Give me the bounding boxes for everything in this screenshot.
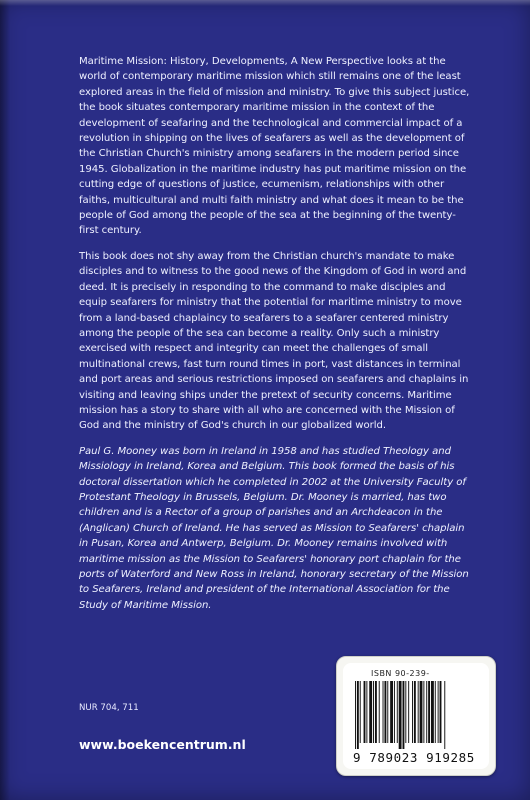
blurb-text (79, 54, 474, 623)
barcode-icon (353, 681, 483, 749)
publisher-website: www.boekencentrum.nl (79, 737, 246, 752)
ean-number: 9 789023 919285 (353, 750, 475, 765)
description-paragraph-2: This book does not shy away from the Christian church's mandate to make disciples and to witness to the good news of the Kingdom of God in word and deed. It is precisely in responding to the command to make disciples and equip seafarers for ministry that the potential for maritime ministry to move from a land-based chaplaincy to seafarers to a seafarer centered ministry among the people of the sea can become a reality. Only such a ministry exercised with respect and integrity can meet the challenges of small multinational crews, fast turn round times in port, vast distances in terminal and port areas and serious restrictions imposed on seafarers and chaplains in visiting and leaving ships under the pretext of security concerns. Maritime mission has a story to share with all who are concerned with the Mission of God and the ministry of God's church in our globalized world. (79, 250, 469, 432)
nur-code: NUR 704, 711 (79, 703, 139, 713)
description-paragraph-1: Maritime Mission: History, Developments, A New Perspective looks at the world of contemporary maritime mission which still remains one of the least explored areas in the field of mission and ministry. To give this subject justice, the book situates contemporary maritime mission in the context of the development of seafaring and the technological and commercial impact of a revolution in shipping on the lives of seafarers as well as the development of the Christian Church's ministry among seafarers in the modern period since 1945. Globalization in the maritime industry has put maritime mission on the cutting edge of questions of justice, ecumenism, relationships with other faiths, multicultural and multi faith ministry and what does it mean to be the people of God among the people of the sea at the beginning of the twenty-first century. (79, 56, 470, 237)
cover-edge-highlight (0, 0, 530, 6)
isbn-text: ISBN 90-239- (371, 669, 430, 678)
author-bio: Paul G. Mooney was born in Ireland in 1958 and has studied Theology and Missiology in Ireland, Korea and Belgium. This book formed the basis of his doctoral dissertation which he completed in 2002 at the University Faculty of Protestant Theology in Brussels, Belgium. Dr. Mooney is married, has two children and is a Rector of a group of parishes and an Archdeacon in the (Anglican) Church of Ireland. He has served as Mission to Seafarers' chaplain in Pusan, Korea and Antwerp, Belgium. Dr. Mooney remains involved with maritime mission as the Mission to Seafarers' honorary port chaplain for the ports of Waterford and New Ross in Ireland, honorary secretary of the Mission to Seafarers, Ireland and president of the International Association for the Study of Maritime Mission. (79, 445, 469, 611)
barcode-sticker (336, 656, 496, 776)
barcode-label (343, 663, 489, 769)
spine-shadow (0, 0, 10, 800)
